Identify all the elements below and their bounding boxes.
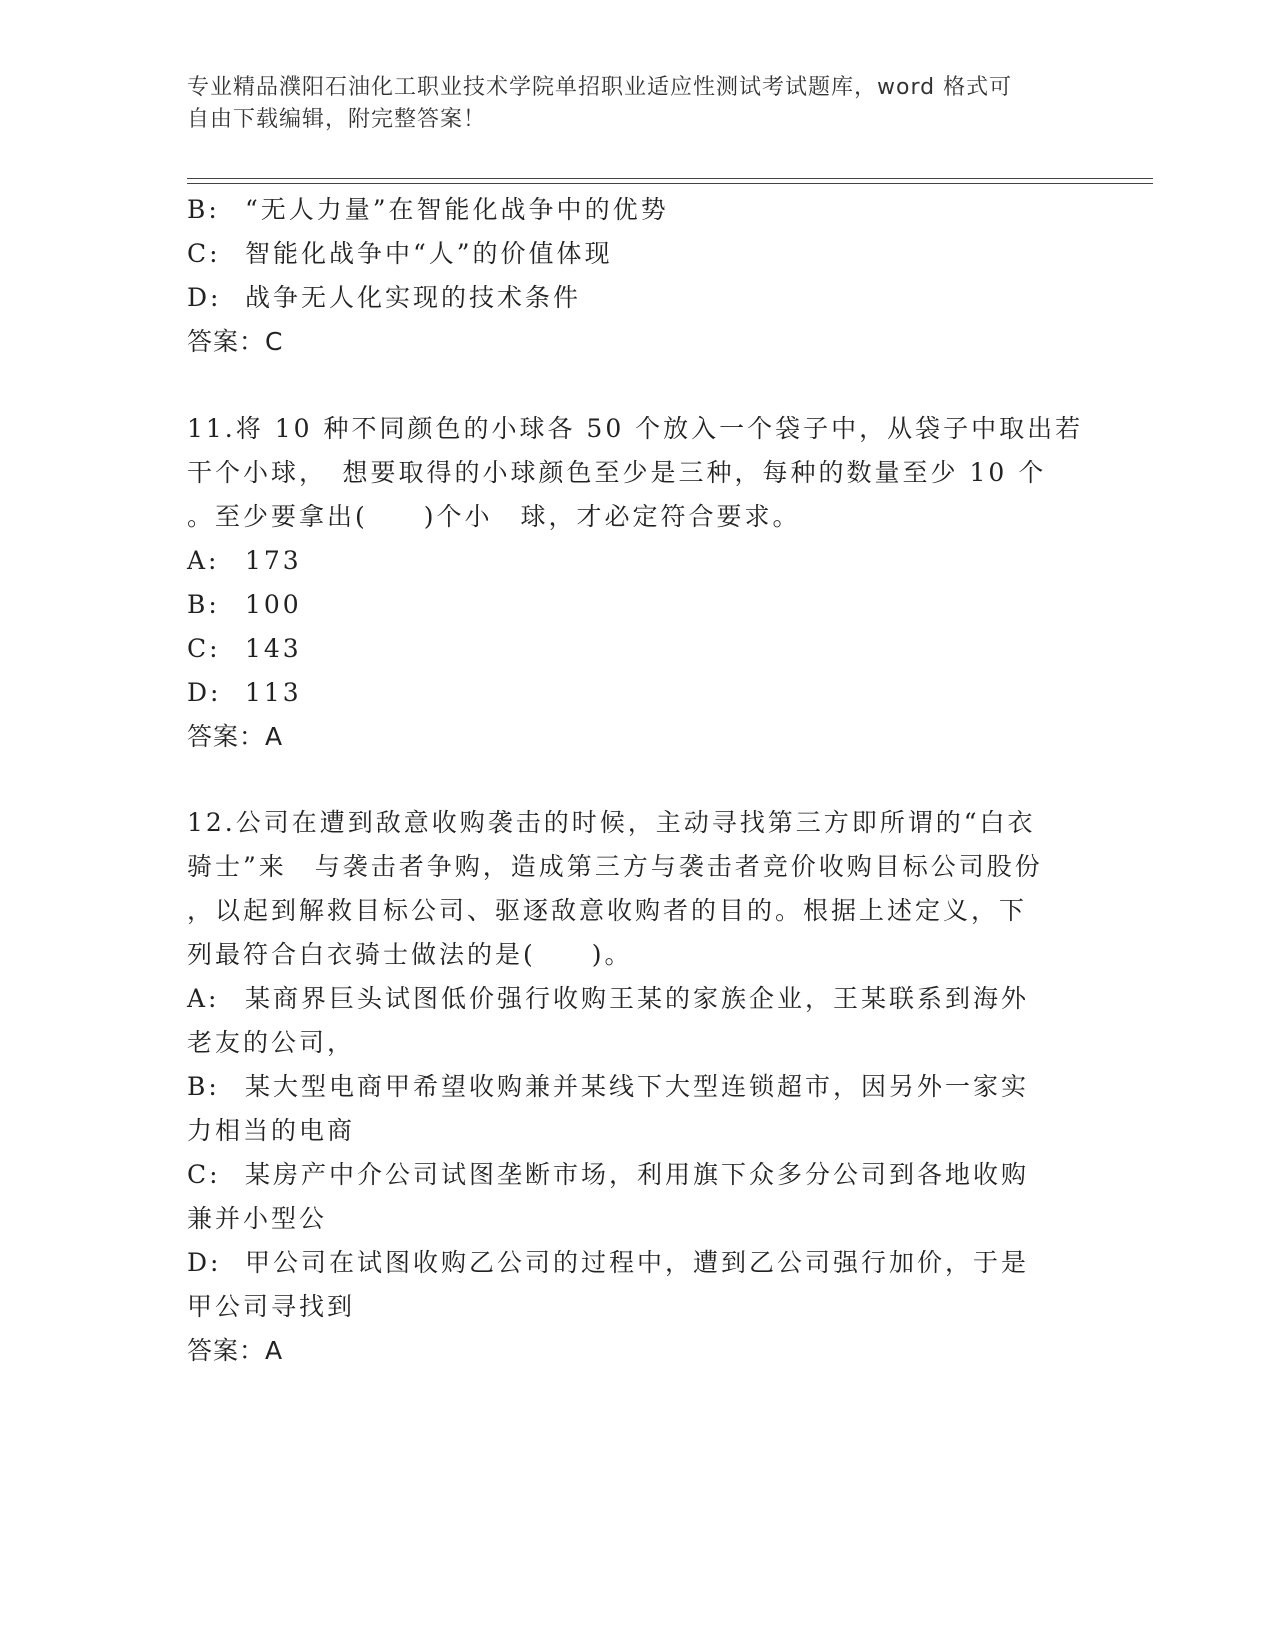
option-b-continued: 力相当的电商 bbox=[187, 1116, 356, 1145]
option-d bbox=[187, 281, 581, 315]
option-letter: C: bbox=[187, 1160, 221, 1189]
option-d bbox=[187, 1246, 1029, 1280]
header-line-1: 专业精品濮阳石油化工职业技术学院单招职业适应性测试考试题库，word 格式可 bbox=[187, 75, 1013, 100]
option-d-continued: 甲公司寻找到 bbox=[187, 1292, 356, 1321]
option-d bbox=[187, 676, 302, 710]
question-11-line-3: 。至少要拿出( )个小 球，才必定符合要求。 bbox=[187, 502, 801, 531]
option-text: 113 bbox=[245, 678, 302, 707]
question-12-line-1: 12.公司在遭到敌意收购袭击的时候，主动寻找第三方即所谓的“白衣 bbox=[187, 808, 1036, 837]
option-letter: D: bbox=[187, 678, 222, 707]
question-12-line-2: 骑士”来 与袭击者争购，造成第三方与袭击者竞价收购目标公司股份 bbox=[187, 852, 1043, 881]
option-letter: C: bbox=[187, 239, 221, 268]
question-11-line-2: 干个小球， 想要取得的小球颜色至少是三种，每种的数量至少 10 个 bbox=[187, 458, 1047, 487]
option-letter: C: bbox=[187, 634, 221, 663]
option-text: 某房产中介公司试图垄断市场，利用旗下众多分公司到各地收购 bbox=[245, 1160, 1030, 1189]
question-12-line-4: 列最符合白衣骑士做法的是( )。 bbox=[187, 940, 633, 969]
header-line-2: 自由下载编辑，附完整答案！ bbox=[187, 107, 487, 132]
option-text: 某商界巨头试图低价强行收购王某的家族企业，王某联系到海外 bbox=[245, 984, 1030, 1013]
option-a bbox=[187, 544, 302, 578]
option-text: 某大型电商甲希望收购兼并某线下大型连锁超市，因另外一家实 bbox=[245, 1072, 1030, 1101]
option-letter: B: bbox=[187, 590, 220, 619]
option-letter: D: bbox=[187, 283, 222, 312]
option-text: “无人力量”在智能化战争中的优势 bbox=[245, 195, 669, 224]
option-b bbox=[187, 193, 669, 227]
option-text: 甲公司在试图收购乙公司的过程中，遭到乙公司强行加价，于是 bbox=[245, 1248, 1030, 1277]
option-letter: A: bbox=[187, 984, 220, 1013]
option-letter: D: bbox=[187, 1248, 222, 1277]
option-b bbox=[187, 588, 302, 622]
option-text: 战争无人化实现的技术条件 bbox=[245, 283, 582, 312]
option-c bbox=[187, 632, 302, 666]
header-divider-bottom bbox=[187, 183, 1153, 184]
answer-line: 答案：A bbox=[187, 1336, 284, 1365]
option-text: 173 bbox=[245, 546, 302, 575]
option-text: 智能化战争中“人”的价值体现 bbox=[245, 239, 613, 268]
question-11-line-1: 11.将 10 种不同颜色的小球各 50 个放入一个袋子中，从袋子中取出若 bbox=[187, 414, 1084, 443]
option-c bbox=[187, 1158, 1029, 1192]
answer-line: 答案：A bbox=[187, 722, 284, 751]
option-letter: B: bbox=[187, 195, 220, 224]
option-a-continued: 老友的公司， bbox=[187, 1028, 356, 1057]
option-text: 100 bbox=[245, 590, 302, 619]
option-text: 143 bbox=[245, 634, 302, 663]
option-c bbox=[187, 237, 613, 271]
option-a bbox=[187, 982, 1029, 1016]
option-letter: B: bbox=[187, 1072, 220, 1101]
header-divider-top bbox=[187, 178, 1153, 179]
option-b bbox=[187, 1070, 1029, 1104]
option-letter: A: bbox=[187, 546, 220, 575]
option-c-continued: 兼并小型公 bbox=[187, 1204, 328, 1233]
answer-line: 答案：C bbox=[187, 327, 284, 356]
question-12-line-3: ，以起到解救目标公司、驱逐敌意收购者的目的。根据上述定义，下 bbox=[187, 896, 1028, 925]
document-header bbox=[187, 72, 1067, 136]
